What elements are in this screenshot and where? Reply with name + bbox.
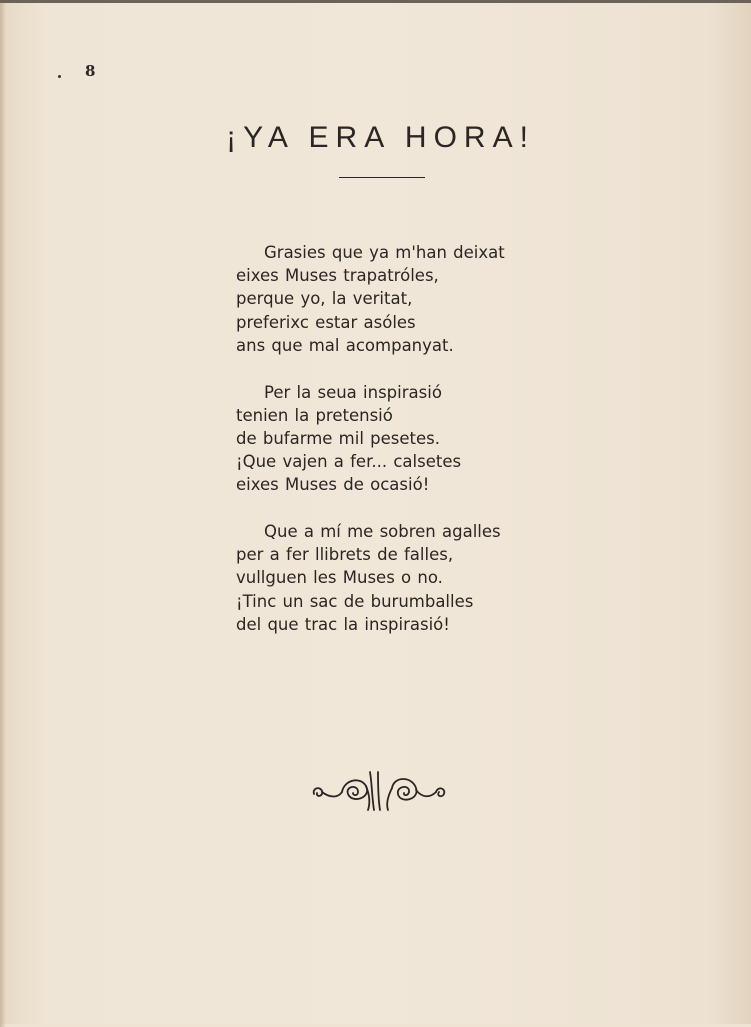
poem-line: eixes Muses de ocasió! — [236, 475, 430, 495]
scroll-flourish-icon — [308, 768, 448, 812]
poem-line: ans que mal acompanyat. — [236, 335, 454, 355]
title-divider — [339, 177, 425, 178]
stanza-1 — [236, 241, 596, 357]
poem-line: Per la seua inspirasió — [264, 382, 442, 402]
poem-line: del que trac la inspirasió! — [236, 614, 450, 634]
page-title: ¡YA ERA HORA! — [226, 121, 535, 154]
poem-line: Grasies que ya m'han deixat — [264, 243, 505, 262]
poem — [236, 241, 596, 660]
stanza-2 — [236, 381, 596, 497]
poem-line: tenien la pretensió — [236, 405, 393, 425]
page-number: 8 — [85, 62, 96, 80]
page-gutter-shadow — [0, 3, 6, 1027]
poem-line: de bufarme mil pesetes. — [236, 428, 441, 448]
poem-line: perque yo, la veritat, — [236, 289, 413, 309]
ink-speck — [58, 75, 61, 78]
poem-line: Que a mí me sobren agalles — [264, 522, 501, 542]
poem-line: eixes Muses trapatróles, — [236, 266, 439, 286]
poem-line: preferixc estar asóles — [236, 312, 416, 332]
poem-line: per a fer llibrets de falles, — [236, 545, 454, 565]
poem-line: ¡Tinc un sac de burumballes — [236, 591, 474, 611]
stanza-3 — [236, 520, 596, 636]
poem-line: vullguen les Muses o no. — [236, 568, 443, 588]
poem-line: ¡Que vajen a fer... calsetes — [236, 452, 462, 472]
